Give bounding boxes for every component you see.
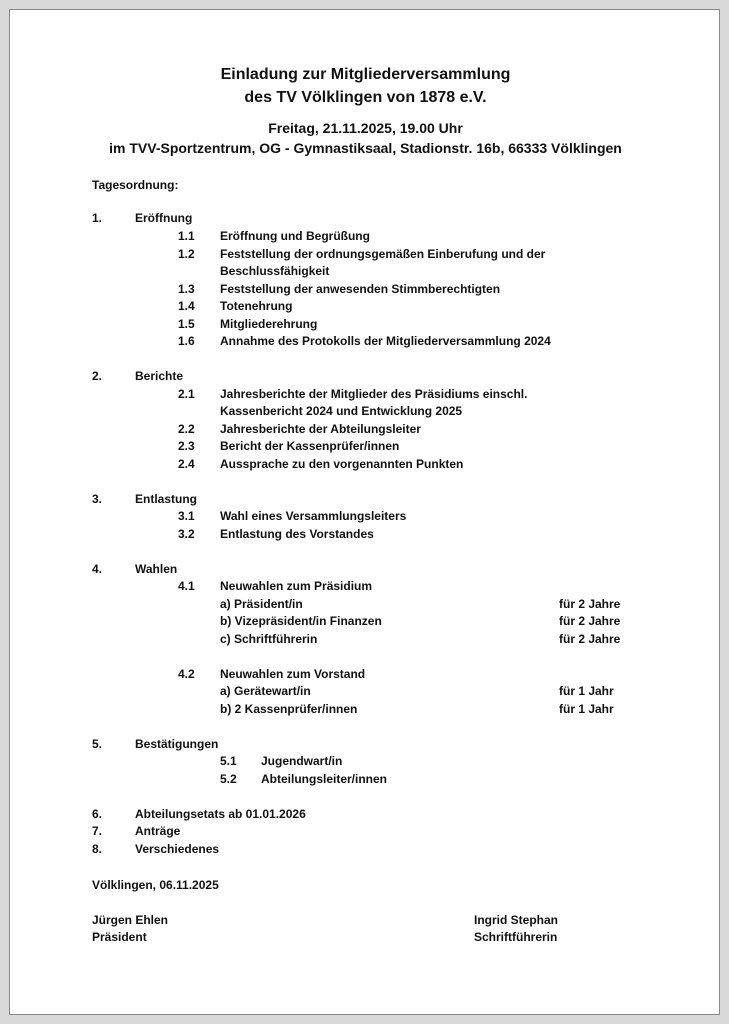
- item-text: Aussprache zu den vorgenannten Punkten: [220, 457, 464, 471]
- term-length: für 2 Jahre: [559, 614, 621, 628]
- place-date: Völklingen, 06.11.2025: [92, 878, 219, 892]
- agenda-heading: Tagesordnung:: [92, 178, 179, 192]
- signer-left-name: Jürgen Ehlen: [92, 913, 169, 927]
- item-number: 5.2: [220, 772, 237, 786]
- item-text: Feststellung der anwesenden Stimmberechtigten: [220, 282, 501, 296]
- section-title: Abteilungsetats ab 01.01.2026: [135, 807, 306, 821]
- item-number: 1.5: [178, 317, 195, 331]
- election-position: a) Gerätewart/in: [220, 684, 311, 698]
- item-text: Wahl eines Versammlungsleiters: [220, 509, 407, 523]
- item-text: Annahme des Protokolls der Mitgliederversammlung 2024: [220, 334, 551, 348]
- item-text: Feststellung der ordnungsgemäßen Einberufung und der: [220, 247, 546, 261]
- item-number: 3.2: [178, 527, 195, 541]
- term-length: für 1 Jahr: [559, 684, 614, 698]
- title-line-1: Einladung zur Mitgliederversammlung: [220, 66, 511, 83]
- section-number: 2.: [92, 369, 103, 383]
- item-number: 2.1: [178, 387, 195, 401]
- item-number: 1.6: [178, 334, 195, 348]
- item-text: Jahresberichte der Mitglieder des Präsidiums einschl.: [220, 387, 528, 401]
- item-text: Eröffnung und Begrüßung: [220, 229, 370, 243]
- item-number: 4.1: [178, 579, 195, 593]
- term-length: für 1 Jahr: [559, 702, 614, 716]
- section-number: 8.: [92, 842, 103, 856]
- section-number: 1.: [92, 211, 103, 225]
- item-text: Entlastung des Vorstandes: [220, 527, 374, 541]
- title-line-2: des TV Völklingen von 1878 e.V.: [244, 89, 487, 106]
- section-number: 5.: [92, 737, 103, 751]
- election-position: a) Präsident/in: [220, 597, 303, 611]
- item-text: Mitgliederehrung: [220, 317, 318, 331]
- item-number: 1.1: [178, 229, 195, 243]
- section-title: Verschiedenes: [135, 842, 220, 856]
- signer-right-name: Ingrid Stephan: [474, 913, 558, 927]
- item-text: Totenehrung: [220, 299, 293, 313]
- election-position: b) 2 Kassenprüfer/innen: [220, 702, 358, 716]
- item-number: 1.4: [178, 299, 195, 313]
- term-length: für 2 Jahre: [559, 632, 621, 646]
- item-number: 2.4: [178, 457, 195, 471]
- section-title: Eröffnung: [135, 211, 193, 225]
- item-text-continued: Beschlussfähigkeit: [220, 264, 330, 278]
- item-number: 3.1: [178, 509, 195, 523]
- item-number: 1.2: [178, 247, 195, 261]
- item-number: 2.2: [178, 422, 195, 436]
- election-position: c) Schriftführerin: [220, 632, 318, 646]
- section-title: Berichte: [135, 369, 184, 383]
- section-title: Wahlen: [135, 562, 178, 576]
- section-title: Entlastung: [135, 492, 197, 506]
- item-number: 4.2: [178, 667, 195, 681]
- item-number: 1.3: [178, 282, 195, 296]
- meeting-location: im TVV-Sportzentrum, OG - Gymnastiksaal, Stadionstr. 16b, 66333 Völklingen: [109, 140, 622, 156]
- signer-left-role: Präsident: [92, 930, 147, 944]
- section-title: Anträge: [135, 824, 181, 838]
- item-text: Neuwahlen zum Vorstand: [220, 667, 366, 681]
- section-number: 6.: [92, 807, 103, 821]
- signer-right-role: Schriftführerin: [474, 930, 558, 944]
- item-text-continued: Kassenbericht 2024 und Entwicklung 2025: [220, 404, 463, 418]
- item-text: Jahresberichte der Abteilungsleiter: [220, 422, 421, 436]
- section-title: Bestätigungen: [135, 737, 219, 751]
- election-position: b) Vizepräsident/in Finanzen: [220, 614, 382, 628]
- meeting-date: Freitag, 21.11.2025, 19.00 Uhr: [268, 120, 463, 136]
- document-page: [9, 9, 720, 1015]
- section-number: 4.: [92, 562, 103, 576]
- term-length: für 2 Jahre: [559, 597, 621, 611]
- item-text: Bericht der Kassenprüfer/innen: [220, 439, 400, 453]
- section-number: 3.: [92, 492, 103, 506]
- item-number: 2.3: [178, 439, 195, 453]
- item-text: Neuwahlen zum Präsidium: [220, 579, 373, 593]
- item-text: Abteilungsleiter/innen: [261, 772, 388, 786]
- section-number: 7.: [92, 824, 103, 838]
- item-text: Jugendwart/in: [261, 754, 343, 768]
- item-number: 5.1: [220, 754, 237, 768]
